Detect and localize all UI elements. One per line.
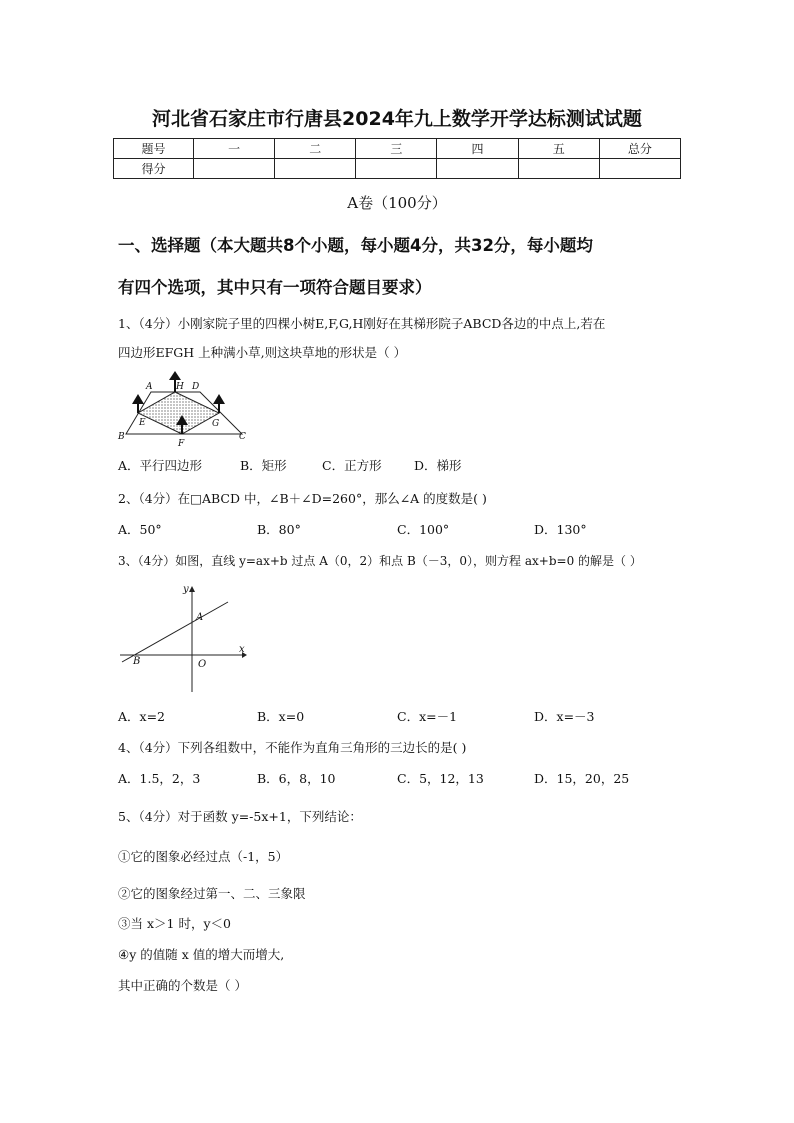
score-header-cell: 三 [356, 139, 437, 159]
q1-option-c[interactable]: C．正方形 [322, 458, 382, 473]
q1-option-b[interactable]: B．矩形 [240, 458, 287, 473]
q1-trapezoid-figure [116, 368, 251, 450]
q4-option-a[interactable]: A．1.5，2，3 [118, 771, 201, 786]
q5-statement-1: ①它的图象必经过点（-1，5） [118, 849, 289, 864]
q2-option-a[interactable]: A．50° [118, 522, 162, 537]
fig1-label: D [192, 382, 200, 392]
fig1-label: A [146, 382, 153, 392]
score-cell[interactable] [518, 159, 599, 179]
score-header-cell: 五 [518, 139, 599, 159]
q5-text: 5、（4分）对于函数 y=-5x+1，下列结论： [118, 809, 362, 824]
q2-option-b[interactable]: B．80° [257, 522, 301, 537]
page-title: 河北省石家庄市行唐县2024年九上数学开学达标测试试题 [152, 108, 642, 130]
score-table-header-row [114, 139, 681, 159]
q2-option-c[interactable]: C．100° [397, 522, 450, 537]
score-table-score-row [114, 159, 681, 179]
q3-option-c[interactable]: C．x=－1 [397, 709, 458, 724]
part-heading-line1: 一、选择题（本大题共8个小题，每小题4分，共32分，每小题均 [118, 236, 593, 255]
q3-option-b[interactable]: B．x=0 [257, 709, 305, 724]
q3-option-d[interactable]: D．x=－3 [534, 709, 595, 724]
score-header-cell: 四 [437, 139, 518, 159]
score-cell[interactable] [356, 159, 437, 179]
score-table [113, 138, 681, 179]
fig1-label: E [139, 418, 146, 428]
q5-statement-4: ④y 的值随 x 值的增大而增大, [118, 947, 285, 962]
q2-text: 2、（4分）在□ABCD 中，∠B＋∠D=260°，那么∠A 的度数是( ) [118, 491, 487, 506]
score-row-label: 得分 [114, 159, 194, 179]
score-cell[interactable] [194, 159, 275, 179]
score-cell[interactable] [275, 159, 356, 179]
q1-option-d[interactable]: D．梯形 [414, 458, 462, 473]
q4-option-d[interactable]: D．15，20，25 [534, 771, 630, 786]
q1-text-line2: 四边形EFGH 上种满小草,则这块草地的形状是（ ） [118, 345, 407, 360]
part-heading-line2: 有四个选项，其中只有一项符合题目要求） [118, 278, 432, 297]
q3-text: 3、（4分）如图，直线 y=ax+b 过点 A（0，2）和点 B（－3，0），则方程 ax+b=0 的解是（ ） [118, 554, 642, 568]
score-cell[interactable] [437, 159, 518, 179]
fig1-label: B [118, 432, 125, 442]
q2-option-d[interactable]: D．130° [534, 522, 587, 537]
q5-question: 其中正确的个数是（ ） [118, 978, 247, 993]
q5-statement-2: ②它的图象经过第一、二、三象限 [118, 886, 306, 901]
score-header-cell: 一 [194, 139, 275, 159]
q4-text: 4、（4分）下列各组数中，不能作为直角三角形的三边长的是( ) [118, 740, 467, 755]
fig3-label: B [133, 656, 141, 667]
fig1-label: H [176, 382, 184, 392]
q4-option-c[interactable]: C．5，12，13 [397, 771, 484, 786]
q1-text-line1: 1、（4分）小刚家院子里的四棵小树E,F,G,H刚好在其梯形院子ABCD各边的中点上,若在 [118, 316, 606, 331]
fig1-label: G [212, 419, 220, 429]
line-ab [122, 602, 228, 662]
q3-option-a[interactable]: A．x=2 [118, 709, 166, 724]
q4-option-b[interactable]: B．6，8，10 [257, 771, 336, 786]
q3-line-graph [116, 580, 251, 695]
q5-statement-3: ③当 x＞1 时，y＜0 [118, 916, 231, 931]
fig3-label: x [239, 644, 245, 655]
q1-option-a[interactable]: A．平行四边形 [118, 458, 203, 473]
fig3-label: A [196, 612, 204, 623]
score-header-cell: 二 [275, 139, 356, 159]
section-heading: A卷（100分） [347, 194, 447, 212]
fig3-label: O [198, 659, 207, 670]
fig3-label: y [183, 584, 189, 595]
fig1-label: F [178, 439, 185, 449]
fig1-label: C [239, 432, 246, 442]
score-header-cell: 题号 [114, 139, 194, 159]
score-cell[interactable] [599, 159, 680, 179]
score-header-cell: 总分 [599, 139, 680, 159]
